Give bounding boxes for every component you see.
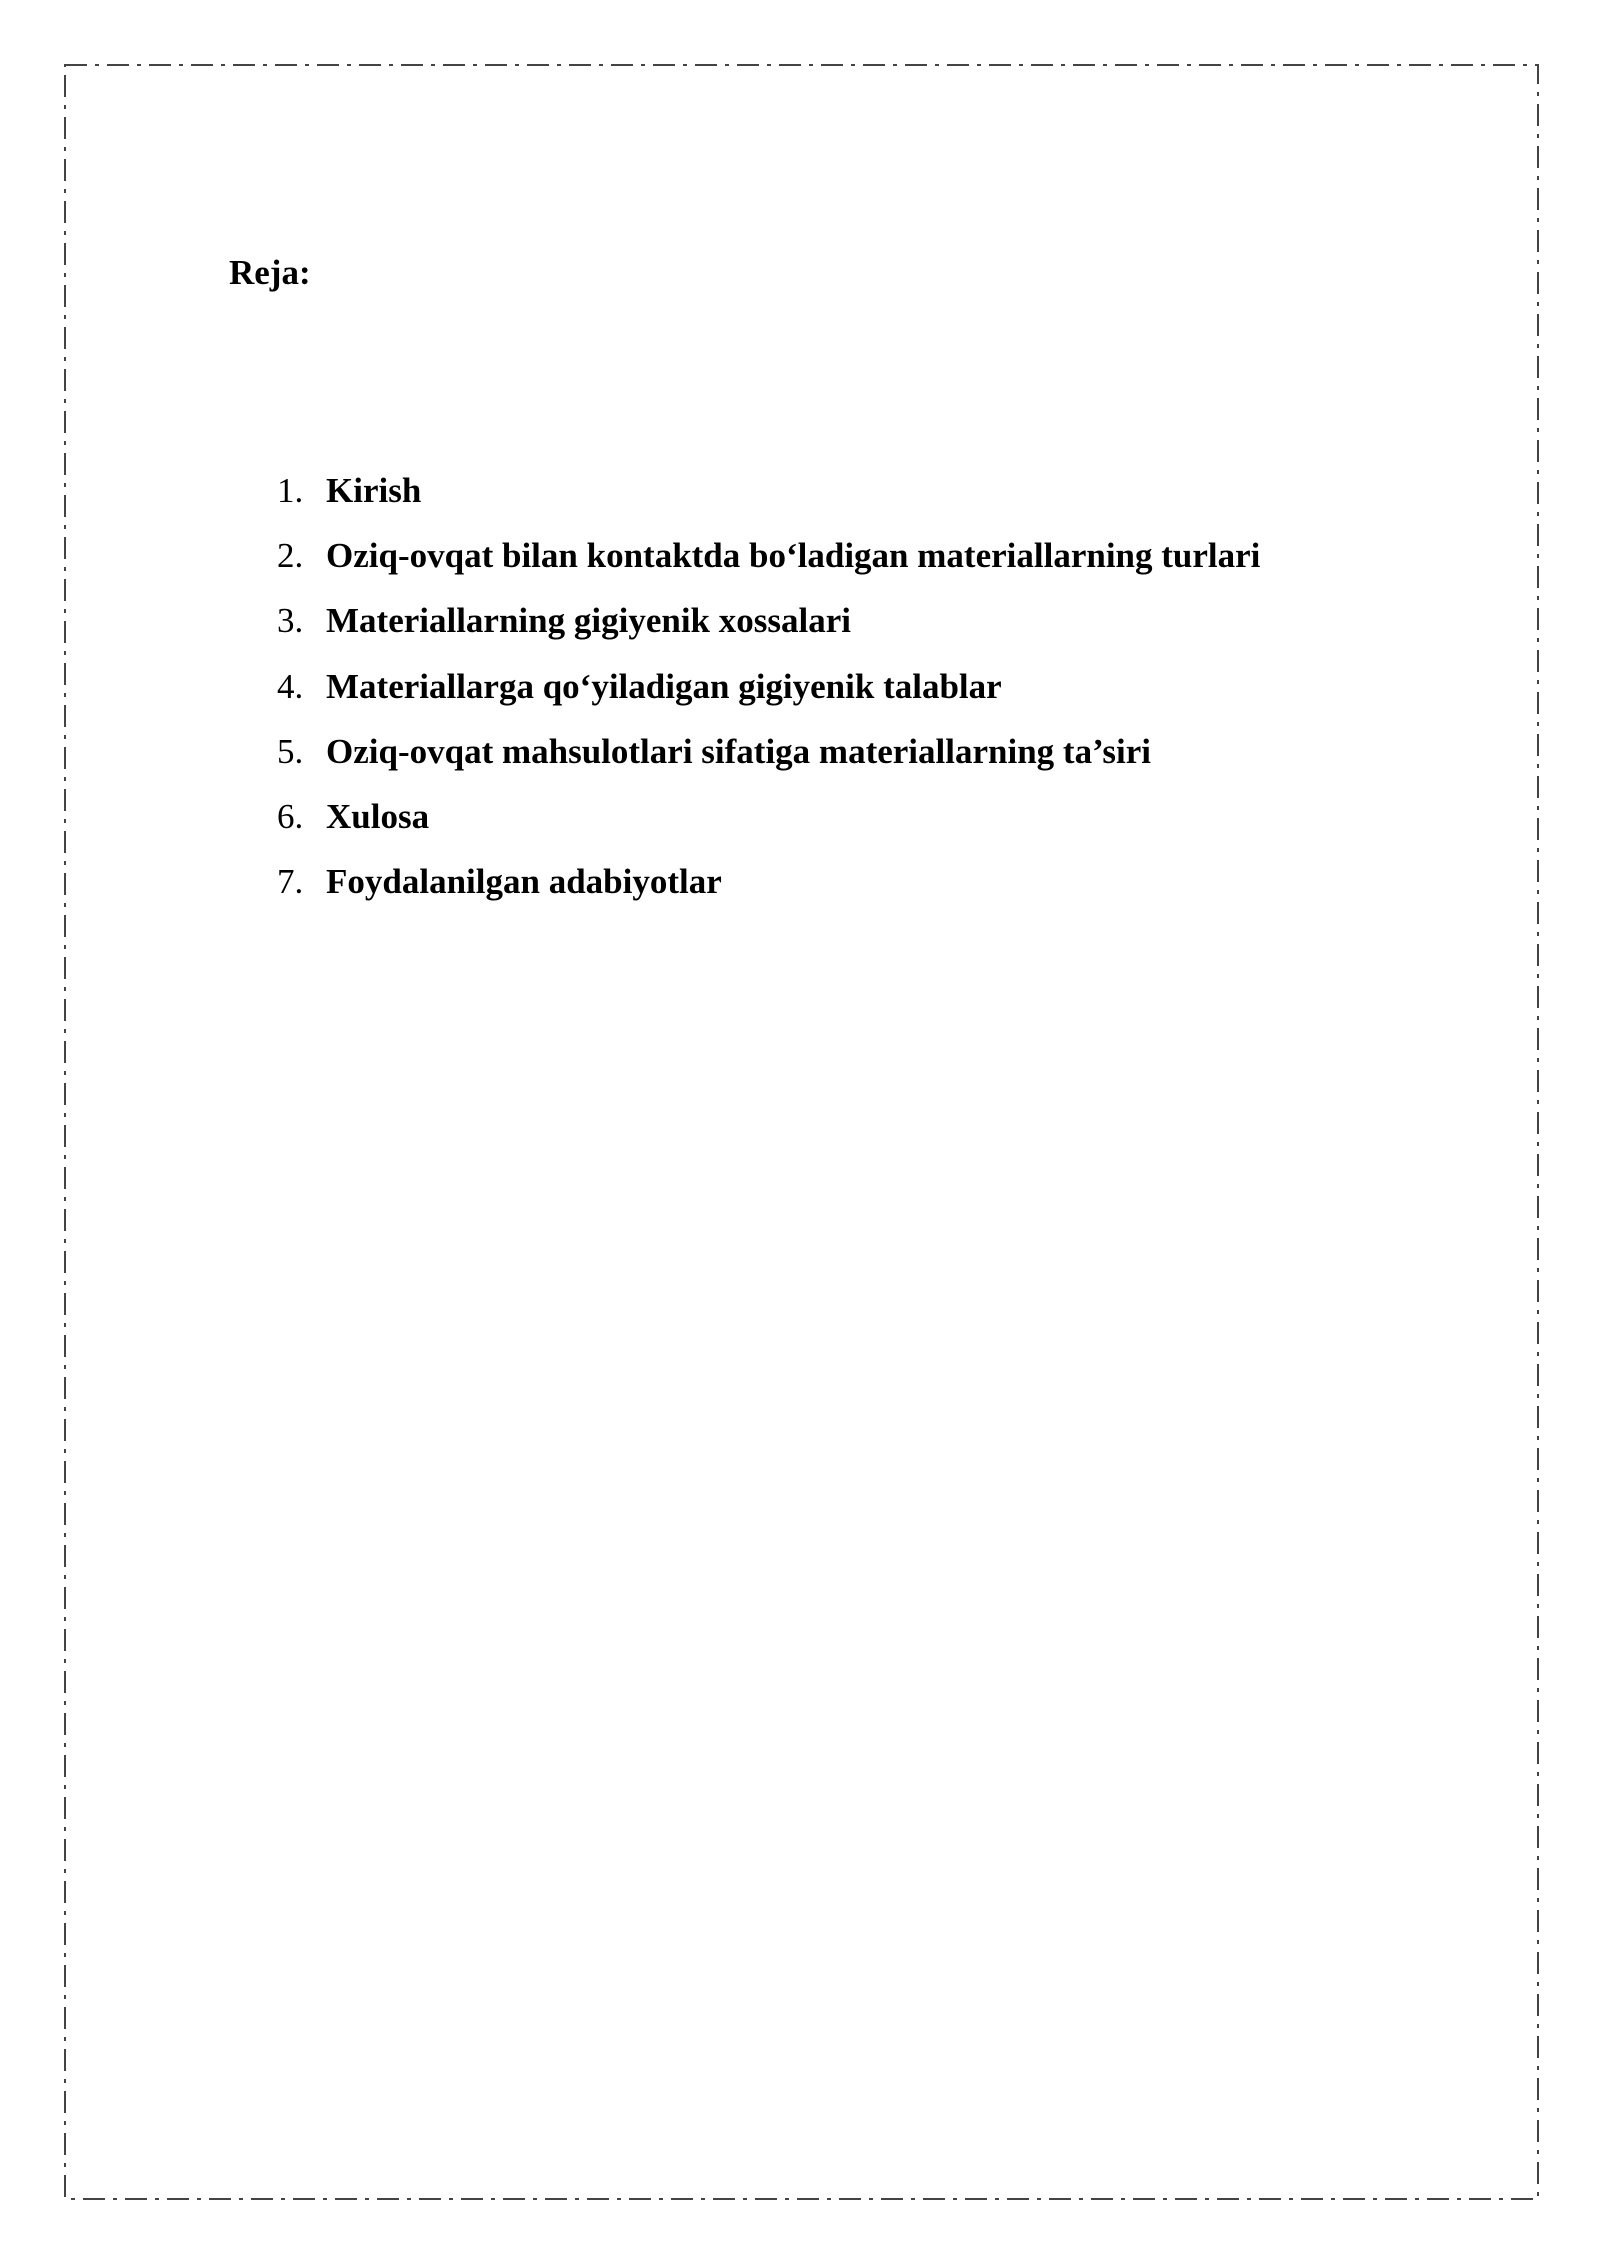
- list-item-text: Foydalanilgan adabiyotlar: [326, 862, 722, 902]
- list-item: [0, 719, 1500, 784]
- list-item: [0, 654, 1500, 719]
- list-item-number: 4.: [277, 666, 304, 706]
- dash-dot-border: [64, 64, 1539, 2200]
- plan-list: [0, 458, 1500, 914]
- list-item-text: Kirish: [326, 471, 422, 511]
- list-item-text: Materiallarning gigiyenik xossalari: [326, 601, 851, 641]
- list-item-number: 7.: [277, 862, 304, 902]
- list-item-number: 5.: [277, 731, 304, 771]
- list-item-text: Materiallarga qo‘yiladigan gigiyenik talablar: [326, 666, 1002, 706]
- list-item-number: 2.: [277, 536, 304, 576]
- list-item-number: 3.: [277, 601, 304, 641]
- list-item: [0, 784, 1500, 849]
- list-item-text: Oziq-ovqat bilan kontaktda bo‘ladigan materiallarning turlari: [326, 536, 1261, 576]
- list-item-number: 1.: [277, 471, 304, 511]
- list-item-text: Oziq-ovqat mahsulotlari sifatiga materiallarning ta’siri: [326, 731, 1152, 771]
- list-item: [0, 523, 1500, 588]
- plan-heading: Reja:: [229, 253, 311, 292]
- list-item: [0, 588, 1500, 653]
- list-item-text: Xulosa: [326, 797, 430, 837]
- list-item: [0, 458, 1500, 523]
- page-border: [64, 64, 1539, 2200]
- list-item-number: 6.: [277, 797, 304, 837]
- list-item: [0, 849, 1500, 914]
